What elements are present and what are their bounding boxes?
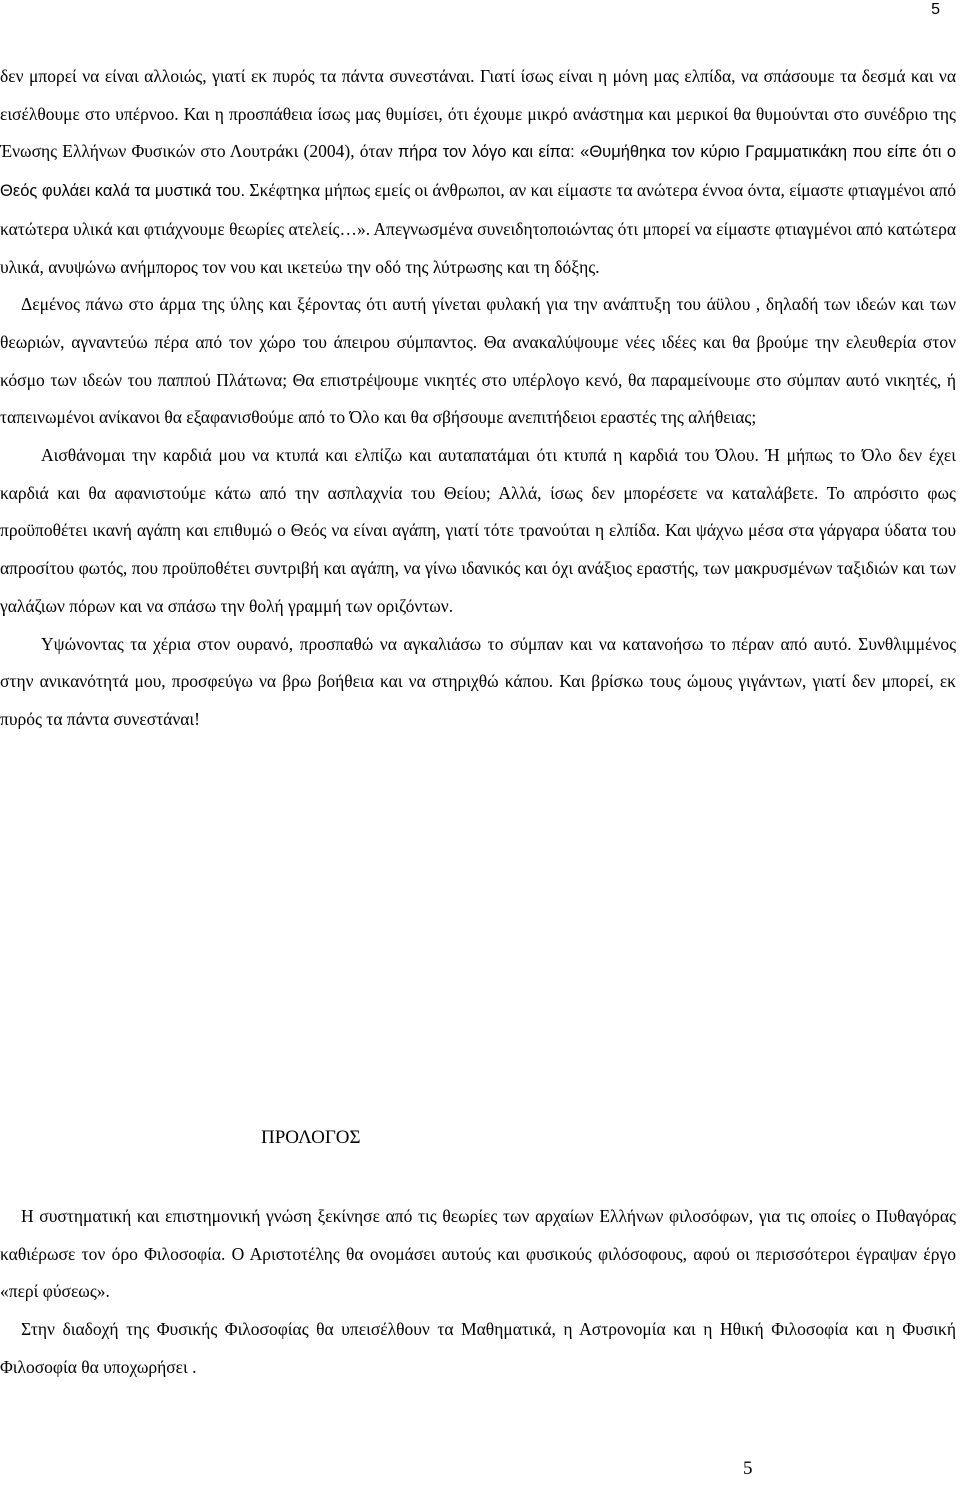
paragraph-2: Δεμένος πάνω στο άρμα της ύλης και ξέροντας ότι αυτή γίνεται φυλακή για την ανάπτυξη του άϋλου , δηλαδή των ιδεών και των θεωριών, αγναντεύω πέρα από τον χώρο του άπειρου σύμπαντος. Θα ανακαλύψουμε νέες ιδέες και θα βρούμε την ελευθερία στον κόσμο των ιδεών του παππού Πλάτωνα; Θα επιστρέψουμε νικητές στο υπέρλογο κενό, θα παραμείνουμε στο σύμπαν αυτό νικητές, ή ταπεινωμένοι ανίκανοι θα εξαφανισθούμε από το Όλο και θα σβήσουμε ανεπιτήδειοι εραστές της αλήθειας; xyxy=(0,294,956,428)
paragraph-1 xyxy=(0,58,956,286)
footer-page-number: 5 xyxy=(743,1458,753,1479)
paragraph-1-closing: Σκέφτηκα μήπως εμείς οι άνθρωποι, αν και είμαστε τα ανώτερα έννοα όντα, είμαστε φτιαγμένοι από κατώτερα υλικά και φτιάχνουμε θεωρίες ατελείς…». Απεγνωσμένα συνειδητοποιώντας ότι μπορεί να είμαστε φτιαγμένοι από κατώτερα υλικά, ανυψώνω ανήμπορος τον νου και ικετεύω την οδό της λύτρωσης και τη δόξης. xyxy=(0,180,956,277)
section-heading: ΠΡΟΛΟΓΟΣ xyxy=(261,1127,361,1148)
prologue-paragraph-1: Η συστηματική και επιστημονική γνώση ξεκίνησε από τις θεωρίες των αρχαίων Ελλήνων φιλοσόφων, για τις οποίες ο Πυθαγόρας καθιέρωσε τον όρο Φιλοσοφία. Ο Αριστοτέλης θα ονομάσει αυτούς και φυσικούς φιλόσοφους, αφού οι περισσότεροι έγραψαν έργο «περί φύσεως». xyxy=(0,1206,956,1302)
body-text xyxy=(0,58,956,739)
prologue-paragraph-2: Στην διαδοχή της Φυσικής Φιλοσοφίας θα υπεισέλθουν τα Μαθηματικά, η Αστρονομία και η Ηθική Φιλοσοφία και η Φυσική Φιλοσοφία θα υποχωρήσει . xyxy=(0,1319,956,1377)
paragraph-3: Αισθάνομαι την καρδιά μου να κτυπά και ελπίζω και αυταπατάμαι ότι κτυπά η καρδιά του Όλου. Ή μήπως το Όλο δεν έχει καρδιά και θα αφανιστούμε κάτω από την ασπλαχνία του Θείου; Αλλά, ίσως δεν μπορέσετε να καταλάβετε. Το απρόσιτο φως προϋποθέτει ικανή αγάπη και επιθυμώ ο Θεός να είναι αγάπη, γιατί τότε τρανούται η ελπίδα. Και ψάχνω μέσα στα γάργαρα ύδατα του απροσίτου φωτός, που προϋποθέτει συντριβή και αγάπη, να γίνω ιδανικός και όχι ανάξιος εραστής, των μακρυσμένων ταξιδιών και των γαλάζιων πόρων και να σπάσω την θολή γραμμή των οριζόντων. xyxy=(0,445,956,616)
paragraph-1-quote: πήρα τον λόγο και είπα: «Θυμήθηκα τον κύριο Γραμματικάκη που είπε ότι ο Θεός φυλάει καλά τα μυστικά του. xyxy=(0,143,956,201)
header-page-number: 5 xyxy=(931,1,940,18)
paragraph-1-opening: δεν μπορεί να είναι αλλοιώς, γιατί εκ πυρός τα πάντα συνεστάναι. Γιατί ίσως είναι η μόνη μας ελπίδα, να σπάσουμε τα δεσμά και να εισέλθουμε στο υπέρνοο. Και η προσπάθεια ίσως μας θυμίσει, ότι έχουμε μικρό ανάστημα και μερικοί θα θυμούνται στο συνέδριο της Ένωσης Ελλήνων Φυσικών στο Λουτράκι (2004), όταν xyxy=(0,66,956,162)
prologue-text xyxy=(0,1198,956,1387)
paragraph-4: Υψώνοντας τα χέρια στον ουρανό, προσπαθώ να αγκαλιάσω το σύμπαν και να κατανοήσω το πέραν από αυτό. Συνθλιμμένος στην ανικανότητά μου, προσφεύγω να βρω βοήθεια και να στηριχθώ κάπου. Και βρίσκω τους ώμους γιγάντων, γιατί δεν μπορεί, εκ πυρός τα πάντα συνεστάναι! xyxy=(0,633,956,729)
